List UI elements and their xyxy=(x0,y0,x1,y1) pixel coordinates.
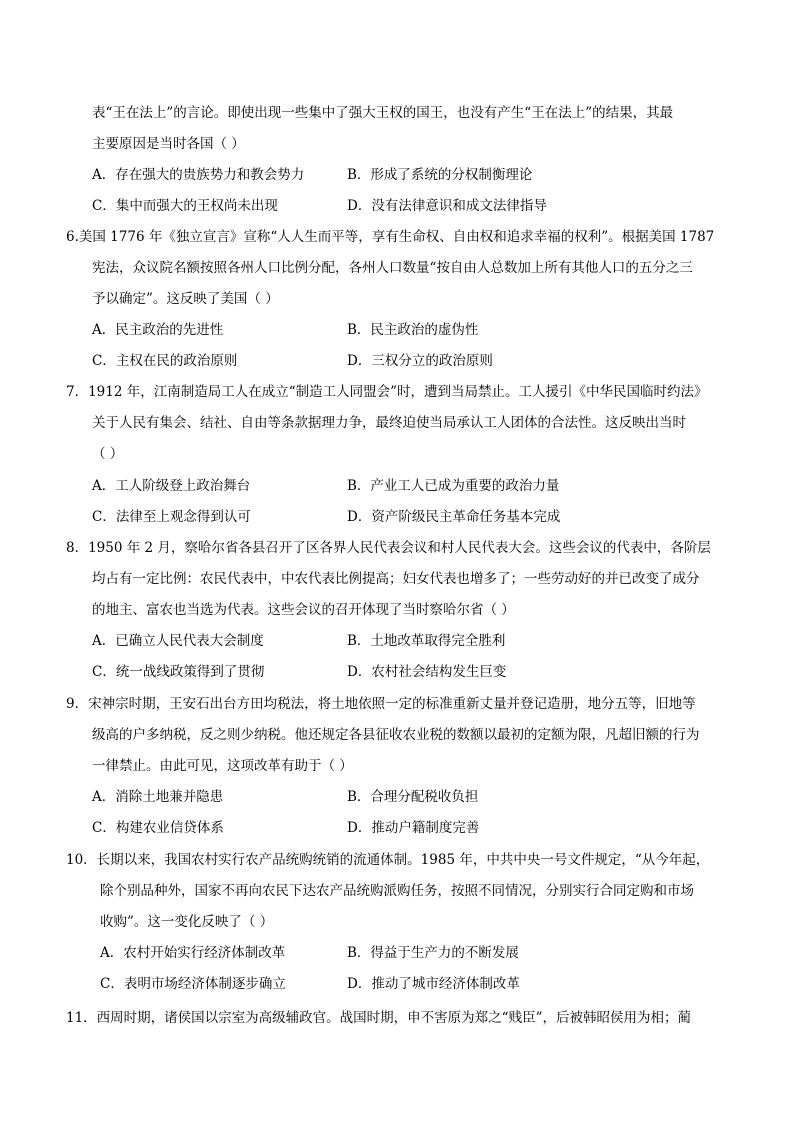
q6-option-a: A．民主政治的先进性 xyxy=(92,322,224,338)
q11-stem-line-1: 11．西周时期，诸侯国以宗室为高级辅政官。战国时期，申不害原为郑之“贱臣”，后被韩昭侯用为相；蔺 xyxy=(66,1010,691,1026)
q6-option-c: C．主权在民的政治原则 xyxy=(92,353,238,369)
q7-stem-line-3: （ ） xyxy=(92,446,124,462)
q9-option-b: B．合理分配税收负担 xyxy=(347,789,479,805)
q7-stem-line-2: 关于人民有集会、结社、自由等条款据理力争，最终迫使当局承认工人团体的合法性。这反映出当时 xyxy=(92,415,686,431)
q6-option-b: B．民主政治的虚伪性 xyxy=(347,322,479,338)
q10-option-c: C．表明市场经济体制逐步确立 xyxy=(100,976,286,992)
q6-stem-line-3: 予以确定”。这反映了美国（ ） xyxy=(92,291,279,307)
q8-option-d: D．农村社会结构发生巨变 xyxy=(347,664,507,680)
q10-option-b: B．得益于生产力的不断发展 xyxy=(347,945,519,961)
q5-option-b: B．形成了系统的分权制衡理论 xyxy=(347,167,533,183)
q6-option-d: D．三权分立的政治原则 xyxy=(347,353,493,369)
q9-option-d: D．推动户籍制度完善 xyxy=(347,820,480,836)
q5-line-2: 主要原因是当时各国（ ） xyxy=(92,136,245,152)
q9-option-a: A．消除土地兼并隐患 xyxy=(92,789,224,805)
q7-option-d: D．资产阶级民主革命任务基本完成 xyxy=(347,509,561,525)
q5-option-d: D．没有法律意识和成文法律指导 xyxy=(347,198,547,214)
q5-option-a: A．存在强大的贵族势力和教会势力 xyxy=(92,167,305,183)
q10-stem-line-2: 除个别品种外，国家不再向农民下达农产品统购派购任务，按照不同情况，分别实行合同定购和市场 xyxy=(100,883,694,899)
q7-option-a: A．工人阶级登上政治舞台 xyxy=(92,478,251,494)
q5-option-c: C．集中而强大的王权尚未出现 xyxy=(92,198,278,214)
q8-option-c: C．统一战线政策得到了贯彻 xyxy=(92,664,265,680)
q8-stem-line-3: 的地主、富农也当选为代表。这些会议的召开体现了当时察哈尔省（ ） xyxy=(92,602,515,618)
q9-stem-line-3: 一律禁止。由此可见，这项改革有助于（ ） xyxy=(92,758,353,774)
q10-option-d: D．推动了城市经济体制改革 xyxy=(347,976,520,992)
q10-option-a: A．农村开始实行经济体制改革 xyxy=(100,945,286,961)
q5-line-1: 表“王在法上”的言论。即使出现一些集中了强大王权的国王，也没有产生“王在法上”的结果，其最 xyxy=(92,105,674,121)
q6-stem-line-1: 6.美国 1776 年《独立宣言》宣称“人人生而平等，享有生命权、自由权和追求幸福的权利”。根据美国 1787 xyxy=(66,229,715,245)
q10-stem-line-3: 收购”。这一变化反映了（ ） xyxy=(100,914,274,930)
q7-stem-line-1: 7．1912 年，江南制造局工人在成立“制造工人同盟会”时，遭到当局禁止。工人援引《中华民国临时约法》 xyxy=(66,384,708,400)
q8-stem-line-1: 8．1950 年 2 月，察哈尔省各县召开了区各界人民代表会议和村人民代表大会。这些会议的代表中，各阶层 xyxy=(66,540,711,556)
q9-option-c: C．构建农业信贷体系 xyxy=(92,820,224,836)
q7-option-c: C．法律至上观念得到认可 xyxy=(92,509,251,525)
q8-option-a: A．已确立人民代表大会制度 xyxy=(92,633,264,649)
q6-stem-line-2: 宪法，众议院名额按照各州人口比例分配，各州人口数量“按自由人总数加上所有其他人口的五分之三 xyxy=(92,260,693,276)
q7-option-b: B．产业工人已成为重要的政治力量 xyxy=(347,478,560,494)
q9-stem-line-1: 9．宋神宗时期，王安石出台方田均税法，将土地依照一定的标准重新丈量并登记造册，地分五等，旧地等 xyxy=(66,696,696,712)
q8-stem-line-2: 均占有一定比例：农民代表中，中农代表比例提高；妇女代表也增多了；一些劳动好的并已改变了成分 xyxy=(92,571,700,587)
q8-option-b: B．土地改革取得完全胜利 xyxy=(347,633,506,649)
q10-stem-line-1: 10．长期以来，我国农村实行农产品统购统销的流通体制。1985 年，中共中央一号文件规定，“从今年起， xyxy=(66,852,710,868)
q9-stem-line-2: 级高的户多纳税，反之则少纳税。他还规定各县征收农业税的数额以最初的定额为限，凡超旧额的行为 xyxy=(92,727,700,743)
